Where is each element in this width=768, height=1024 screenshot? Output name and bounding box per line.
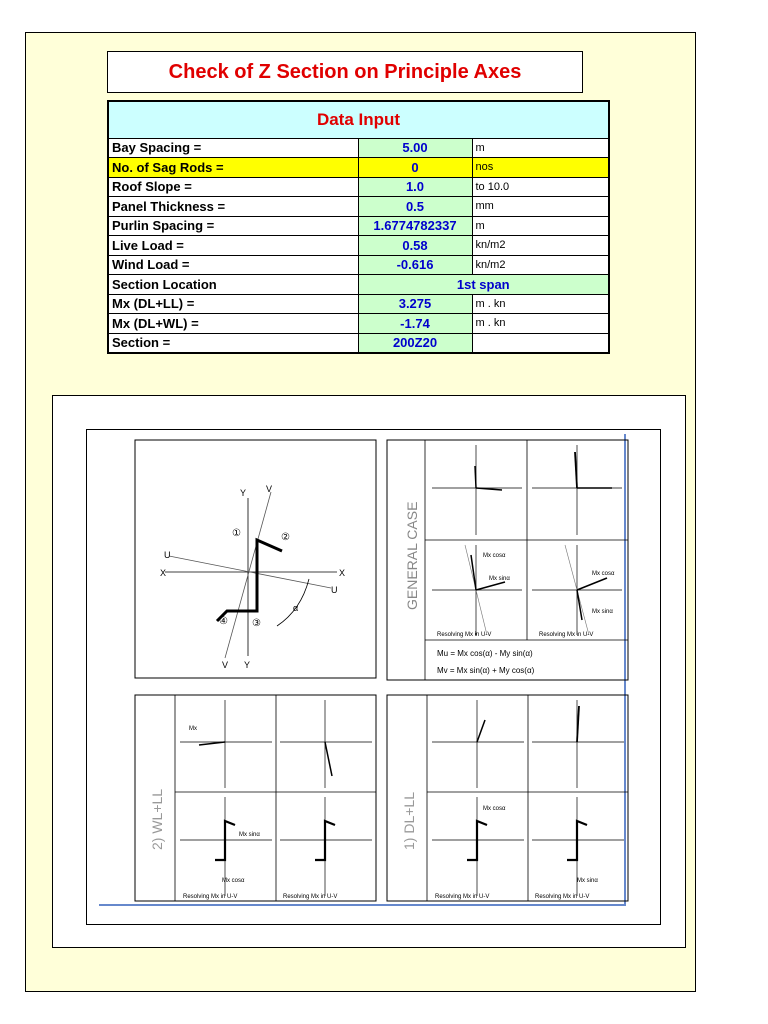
moment-label: Mx cosα xyxy=(483,553,506,559)
row-value[interactable]: 0.5 xyxy=(358,197,472,217)
row-value[interactable]: 0.58 xyxy=(358,236,472,256)
table-row xyxy=(108,216,609,236)
resolving-caption: Resolving Mx in U-V xyxy=(535,894,590,900)
axis-u-label: U xyxy=(164,550,171,560)
point-label: ③ xyxy=(252,618,261,629)
row-value[interactable]: 1.6774782337 xyxy=(358,216,472,236)
page-title: Check of Z Section on Principle Axes xyxy=(168,60,522,83)
moment-label: Mx xyxy=(189,726,197,732)
table-row xyxy=(108,177,609,197)
row-unit: mm xyxy=(472,197,609,217)
row-label: Wind Load = xyxy=(108,255,358,275)
row-value[interactable]: -0.616 xyxy=(358,255,472,275)
axis-y-label: Y xyxy=(244,660,251,670)
resolving-caption: Resolving Mx in U-V xyxy=(539,632,594,638)
axis-v-label: V xyxy=(222,660,229,670)
row-label: Section Location xyxy=(108,275,358,295)
row-label: Bay Spacing = xyxy=(108,138,358,158)
row-unit: kn/m2 xyxy=(472,236,609,256)
point-label: ② xyxy=(281,532,290,543)
row-unit: to 10.0 xyxy=(472,177,609,197)
table-row xyxy=(108,138,609,158)
dl-ll-panel xyxy=(387,695,628,901)
table-row xyxy=(108,333,609,353)
data-input-table xyxy=(107,100,610,354)
moment-label: Mx cosα xyxy=(222,878,245,884)
row-unit: m . kn xyxy=(472,294,609,314)
row-label: No. of Sag Rods = xyxy=(108,158,358,178)
table-row xyxy=(108,294,609,314)
general-case-panel xyxy=(387,440,628,680)
row-value[interactable]: 1.0 xyxy=(358,177,472,197)
resolving-caption: Resolving Mx in U-V xyxy=(183,894,238,900)
equation: Mv = Mx sin(α) + My cos(α) xyxy=(437,666,535,675)
row-unit: nos xyxy=(472,158,609,178)
main-z-panel xyxy=(135,440,376,678)
equation: Mu = Mx cos(α) - My sin(α) xyxy=(437,649,533,658)
axis-x-label: X xyxy=(339,568,346,578)
row-unit: m xyxy=(472,216,609,236)
row-label: Section = xyxy=(108,333,358,353)
resolving-caption: Resolving Mx in U-V xyxy=(435,894,490,900)
resolving-caption: Resolving Mx in U-V xyxy=(437,632,492,638)
row-value[interactable]: 3.275 xyxy=(358,294,472,314)
moment-label: Mx cosα xyxy=(483,806,506,812)
resolving-caption: Resolving Mx in U-V xyxy=(283,894,338,900)
table-row xyxy=(108,197,609,217)
title-box xyxy=(107,51,583,93)
row-value[interactable]: 0 xyxy=(358,158,472,178)
table-row xyxy=(108,158,609,178)
wl-ll-panel xyxy=(135,695,376,901)
row-label: Purlin Spacing = xyxy=(108,216,358,236)
row-label: Mx (DL+WL) = xyxy=(108,314,358,334)
row-unit: kn/m2 xyxy=(472,255,609,275)
axis-v-label: V xyxy=(266,484,273,494)
worksheet xyxy=(25,32,696,992)
axis-x-label: X xyxy=(160,568,167,578)
table-row xyxy=(108,255,609,275)
moment-label: Mx sinα xyxy=(592,609,613,615)
row-label: Mx (DL+LL) = xyxy=(108,294,358,314)
table-header: Data Input xyxy=(108,101,609,138)
moment-label: Mx sinα xyxy=(489,576,510,582)
row-value[interactable]: 5.00 xyxy=(358,138,472,158)
row-value[interactable]: 1st span xyxy=(358,275,609,295)
row-label: Live Load = xyxy=(108,236,358,256)
row-label: Roof Slope = xyxy=(108,177,358,197)
point-label: ④ xyxy=(219,616,228,627)
drawing-area xyxy=(86,429,661,925)
table-row xyxy=(108,236,609,256)
axis-u-label: U xyxy=(331,585,338,595)
moment-label: Mx sinα xyxy=(577,878,598,884)
drawing-frame xyxy=(52,395,686,948)
moment-label: Mx cosα xyxy=(592,571,615,577)
table-row xyxy=(108,314,609,334)
row-unit: m . kn xyxy=(472,314,609,334)
general-case-label: GENERAL CASE xyxy=(404,501,420,610)
row-label: Panel Thickness = xyxy=(108,197,358,217)
row-unit xyxy=(472,333,609,353)
table-row xyxy=(108,275,609,295)
row-unit: m xyxy=(472,138,609,158)
row-value[interactable]: -1.74 xyxy=(358,314,472,334)
case-dl-label: 1) DL+LL xyxy=(401,792,417,850)
point-label: ① xyxy=(232,528,241,539)
axis-y-label: Y xyxy=(240,488,247,498)
z-section-diagram xyxy=(87,430,660,924)
row-value[interactable]: 200Z20 xyxy=(358,333,472,353)
moment-label: Mx sinα xyxy=(239,832,260,838)
angle-label: α xyxy=(293,603,299,613)
case-wl-label: 2) WL+LL xyxy=(149,788,165,850)
